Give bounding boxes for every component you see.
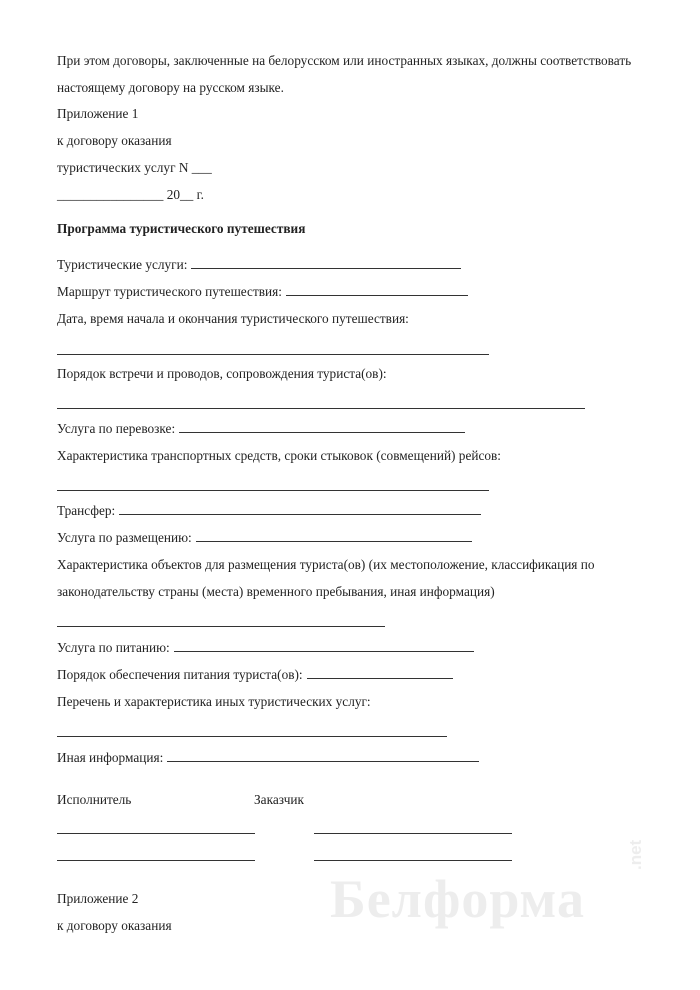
other-info-blank (167, 750, 479, 762)
vehicles-label: Характеристика транспортных средств, сроки стыковок (совмещений) рейсов: (57, 448, 501, 463)
dates-blank (57, 354, 489, 355)
intro-line-2: настоящему договору на русском языке. (57, 80, 284, 95)
transport-service-label: Услуга по перевозке: (57, 421, 176, 436)
tourist-services-blank (191, 257, 461, 269)
appendix2-title: Приложение 2 (57, 891, 139, 906)
accommodation-desc-blank (57, 626, 385, 627)
watermark-tld: .net (626, 839, 645, 870)
appendix1-date-line: ________________ 20__ г. (57, 187, 204, 202)
accommodation-row (57, 530, 472, 546)
intro-line-1: При этом договоры, заключенные на белорусском или иностранных языках, должны соответствовать (57, 53, 632, 68)
transfer-label: Трансфер: (57, 503, 116, 518)
transport-service-row (57, 421, 465, 437)
accommodation-blank (196, 530, 472, 542)
customer-signature-line-2 (314, 860, 512, 861)
route-label: Маршрут туристического путешествия: (57, 284, 282, 299)
meals-row (57, 640, 474, 656)
meals-order-row (57, 667, 453, 683)
transfer-row (57, 503, 481, 519)
meals-order-blank (307, 667, 453, 679)
watermark-brand: Белформа (330, 869, 585, 929)
other-info-label: Иная информация: (57, 750, 164, 765)
appendix1-title: Приложение 1 (57, 106, 139, 121)
meeting-label: Порядок встречи и проводов, сопровождения туриста(ов): (57, 366, 387, 381)
tourist-services-row (57, 257, 461, 273)
appendix1-to-contract: к договору оказания (57, 133, 172, 148)
meals-blank (174, 640, 474, 652)
other-services-blank (57, 736, 447, 737)
meeting-blank (57, 408, 585, 409)
other-services-label: Перечень и характеристика иных туристических услуг: (57, 694, 371, 709)
appendix2-to-contract: к договору оказания (57, 918, 172, 933)
route-row (57, 284, 468, 300)
executor-label: Исполнитель (57, 792, 132, 807)
other-info-row (57, 750, 479, 766)
accommodation-desc-1: Характеристика объектов для размещения туриста(ов) (их местоположение, классификация по (57, 557, 595, 572)
executor-signature-line-1 (57, 833, 255, 834)
meals-label: Услуга по питанию: (57, 640, 170, 655)
executor-signature-line-2 (57, 860, 255, 861)
program-heading: Программа туристического путешествия (57, 221, 306, 236)
tourist-services-label: Туристические услуги: (57, 257, 188, 272)
transport-service-blank (179, 421, 465, 433)
accommodation-label: Услуга по размещению: (57, 530, 192, 545)
route-blank (286, 284, 468, 296)
customer-label: Заказчик (254, 792, 304, 807)
appendix1-services-no: туристических услуг N ___ (57, 160, 212, 175)
customer-signature-line-1 (314, 833, 512, 834)
accommodation-desc-2: законодательству страны (места) временного пребывания, иная информация) (57, 584, 495, 599)
dates-label: Дата, время начала и окончания туристического путешествия: (57, 311, 409, 326)
transfer-blank (119, 503, 481, 515)
vehicles-blank (57, 490, 489, 491)
meals-order-label: Порядок обеспечения питания туриста(ов): (57, 667, 303, 682)
